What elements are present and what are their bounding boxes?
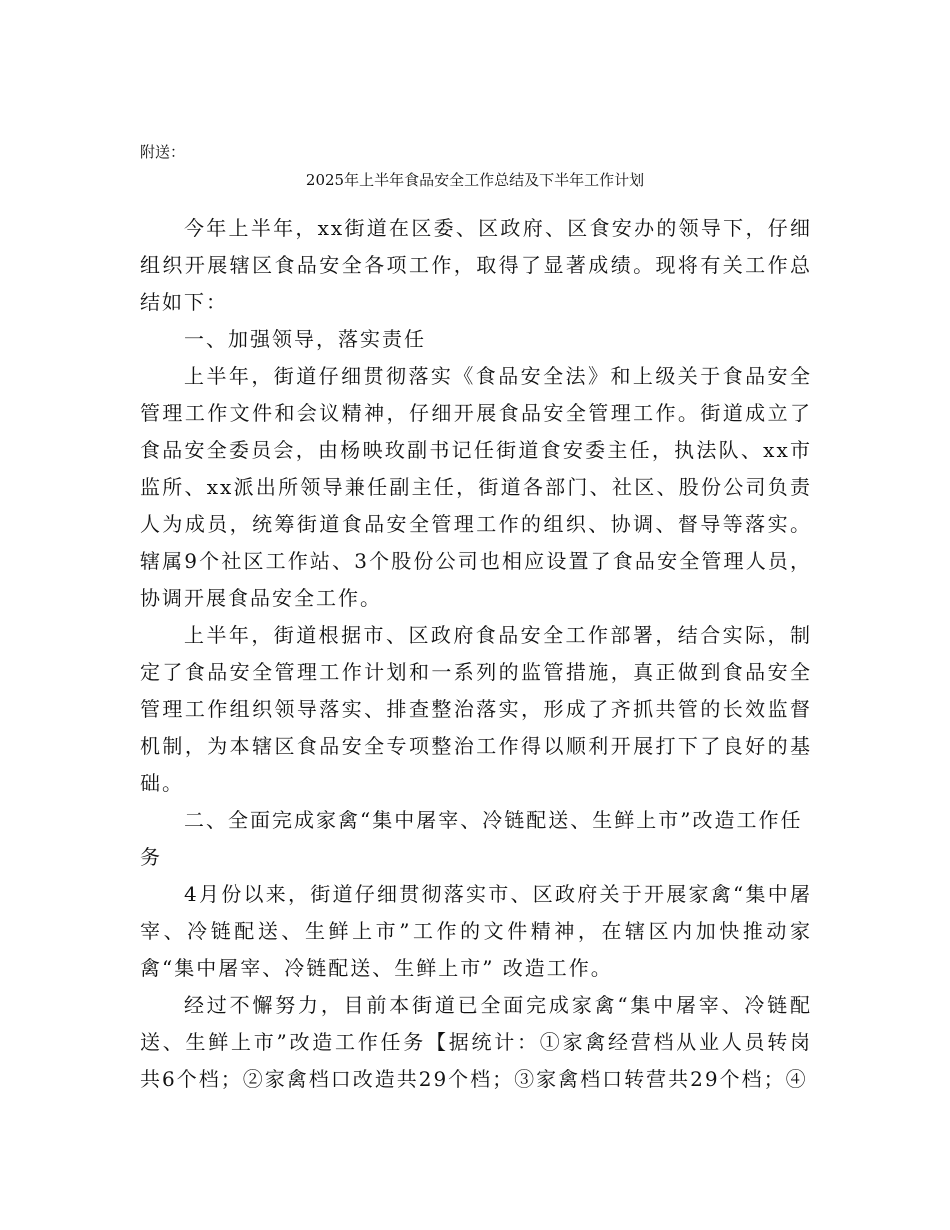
- section-heading-2: 二、全面完成家禽“集中屠宰、冷链配送、生鲜上市”改造工作任务: [140, 808, 803, 869]
- section-2-paragraph-1: 4月份以来，街道仔细贯彻落实市、区政府关于开展家禽“集中屠宰、冷链配送、生鲜上市”工作的文件精神，在辖区内加快推动家禽“集中屠宰、冷链配送、生鲜上市” 改造工作。: [140, 882, 812, 980]
- section-2-paragraph-2: 经过不懈努力，目前本街道已全面完成家禽“集中屠宰、冷链配送、生鲜上市”改造工作任务【据统计：①家禽经营档从业人员转岗共6个档；②家禽档口改造共29个档；③家禽档口转营共29个档；④: [140, 993, 812, 1091]
- attachment-label: 附送：: [140, 143, 186, 161]
- intro-paragraph: 今年上半年，xx街道在区委、区政府、区食安办的领导下，仔细组织开展辖区食品安全各项工作，取得了显著成绩。现将有关工作总结如下：: [140, 216, 812, 314]
- section-1-paragraph-2: 上半年，街道根据市、区政府食品安全工作部署，结合实际，制定了食品安全管理工作计划和一系列的监管措施，真正做到食品安全管理工作组织领导落实、排查整治落实，形成了齐抓共管的长效监督机制，为本辖区食品安全专项整治工作得以顺利开展打下了良好的基础。: [140, 623, 812, 795]
- document-title: 2025年上半年食品安全工作总结及下半年工作计划: [305, 171, 645, 189]
- document-body: [140, 210, 812, 1098]
- section-1-paragraph-1: 上半年，街道仔细贯彻落实《食品安全法》和上级关于食品安全管理工作文件和会议精神，仔细开展食品安全管理工作。街道成立了食品安全委员会，由杨映玫副书记任街道食安委主任，执法队、xx市监所、xx派出所领导兼任副主任，街道各部门、社区、股份公司负责人为成员，统筹街道食品安全管理工作的组织、协调、督导等落实。辖属9个社区工作站、3个股份公司也相应设置了食品安全管理人员，协调开展食品安全工作。: [140, 364, 812, 610]
- section-heading-1: 一、加强领导，落实责任: [184, 327, 426, 351]
